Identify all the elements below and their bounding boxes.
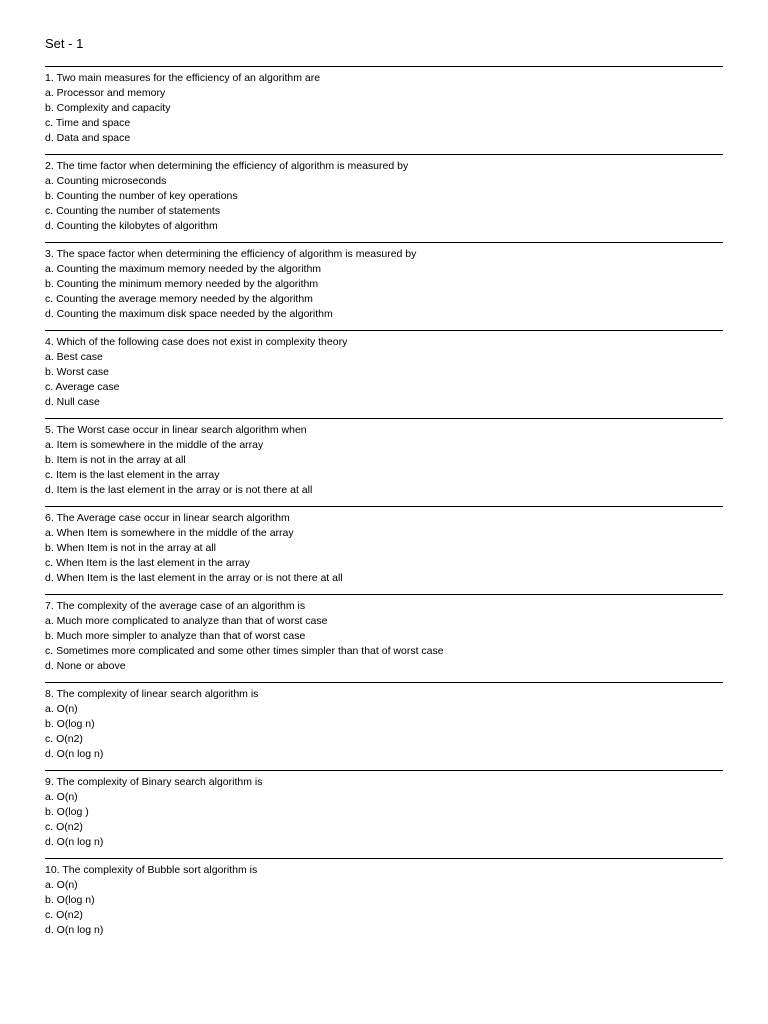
answer-option: d. O(n log n): [45, 924, 104, 936]
answer-option: a. Item is somewhere in the middle of the array: [45, 439, 264, 451]
answer-option: d. Counting the kilobytes of algorithm: [45, 220, 218, 232]
set-title: Set - 1: [45, 36, 84, 51]
question-block: [45, 154, 723, 242]
question-text: 8. The complexity of linear search algorithm is: [45, 688, 259, 700]
answer-option: c. O(n2): [45, 909, 83, 921]
question-text: 10. The complexity of Bubble sort algorithm is: [45, 864, 258, 876]
answer-option: a. Much more complicated to analyze than that of worst case: [45, 615, 328, 627]
answer-option: d. Counting the maximum disk space needed by the algorithm: [45, 308, 333, 320]
answer-option: d. O(n log n): [45, 836, 104, 848]
answer-option: d. None or above: [45, 660, 126, 672]
answer-option: b. Counting the number of key operations: [45, 190, 238, 202]
answer-option: b. Item is not in the array at all: [45, 454, 186, 466]
answer-option: c. Counting the number of statements: [45, 205, 221, 217]
answer-option: b. O(log n): [45, 718, 95, 730]
answer-option: a. O(n): [45, 879, 78, 891]
question-block: [45, 418, 723, 506]
answer-option: c. O(n2): [45, 733, 83, 745]
answer-option: d. Item is the last element in the array or is not there at all: [45, 484, 313, 496]
answer-option: c. Counting the average memory needed by the algorithm: [45, 293, 313, 305]
answer-option: a. Counting microseconds: [45, 175, 167, 187]
question-block: [45, 858, 723, 946]
document-page: [45, 36, 723, 946]
question-block: [45, 682, 723, 770]
answer-option: c. When Item is the last element in the array: [45, 557, 250, 569]
answer-option: c. Item is the last element in the array: [45, 469, 220, 481]
question-text: 1. Two main measures for the efficiency of an algorithm are: [45, 72, 321, 84]
answer-option: b. Much more simpler to analyze than that of worst case: [45, 630, 306, 642]
answer-option: a. Best case: [45, 351, 103, 363]
answer-option: c. Sometimes more complicated and some other times simpler than that of worst case: [45, 645, 444, 657]
question-block: [45, 506, 723, 594]
question-text: 2. The time factor when determining the efficiency of algorithm is measured by: [45, 160, 409, 172]
answer-option: a. Processor and memory: [45, 87, 166, 99]
answer-option: b. When Item is not in the array at all: [45, 542, 216, 554]
question-text: 6. The Average case occur in linear search algorithm: [45, 512, 290, 524]
question-block: [45, 594, 723, 682]
question-block: [45, 242, 723, 330]
answer-option: b. Complexity and capacity: [45, 102, 171, 114]
question-text: 4. Which of the following case does not exist in complexity theory: [45, 336, 348, 348]
answer-option: a. Counting the maximum memory needed by the algorithm: [45, 263, 322, 275]
answer-option: c. Time and space: [45, 117, 131, 129]
question-text: 5. The Worst case occur in linear search algorithm when: [45, 424, 307, 436]
question-block: [45, 330, 723, 418]
answer-option: d. O(n log n): [45, 748, 104, 760]
answer-option: b. O(log ): [45, 806, 89, 818]
answer-option: d. When Item is the last element in the array or is not there at all: [45, 572, 343, 584]
question-text: 3. The space factor when determining the efficiency of algorithm is measured by: [45, 248, 417, 260]
answer-option: d. Data and space: [45, 132, 131, 144]
question-text: 7. The complexity of the average case of an algorithm is: [45, 600, 306, 612]
question-list: [45, 66, 723, 946]
answer-option: c. O(n2): [45, 821, 83, 833]
question-block: [45, 770, 723, 858]
answer-option: b. Counting the minimum memory needed by the algorithm: [45, 278, 319, 290]
answer-option: a. O(n): [45, 791, 78, 803]
question-text: 9. The complexity of Binary search algorithm is: [45, 776, 263, 788]
answer-option: a. When Item is somewhere in the middle of the array: [45, 527, 294, 539]
answer-option: d. Null case: [45, 396, 100, 408]
answer-option: b. O(log n): [45, 894, 95, 906]
question-block: [45, 66, 723, 154]
answer-option: a. O(n): [45, 703, 78, 715]
answer-option: b. Worst case: [45, 366, 109, 378]
answer-option: c. Average case: [45, 381, 120, 393]
